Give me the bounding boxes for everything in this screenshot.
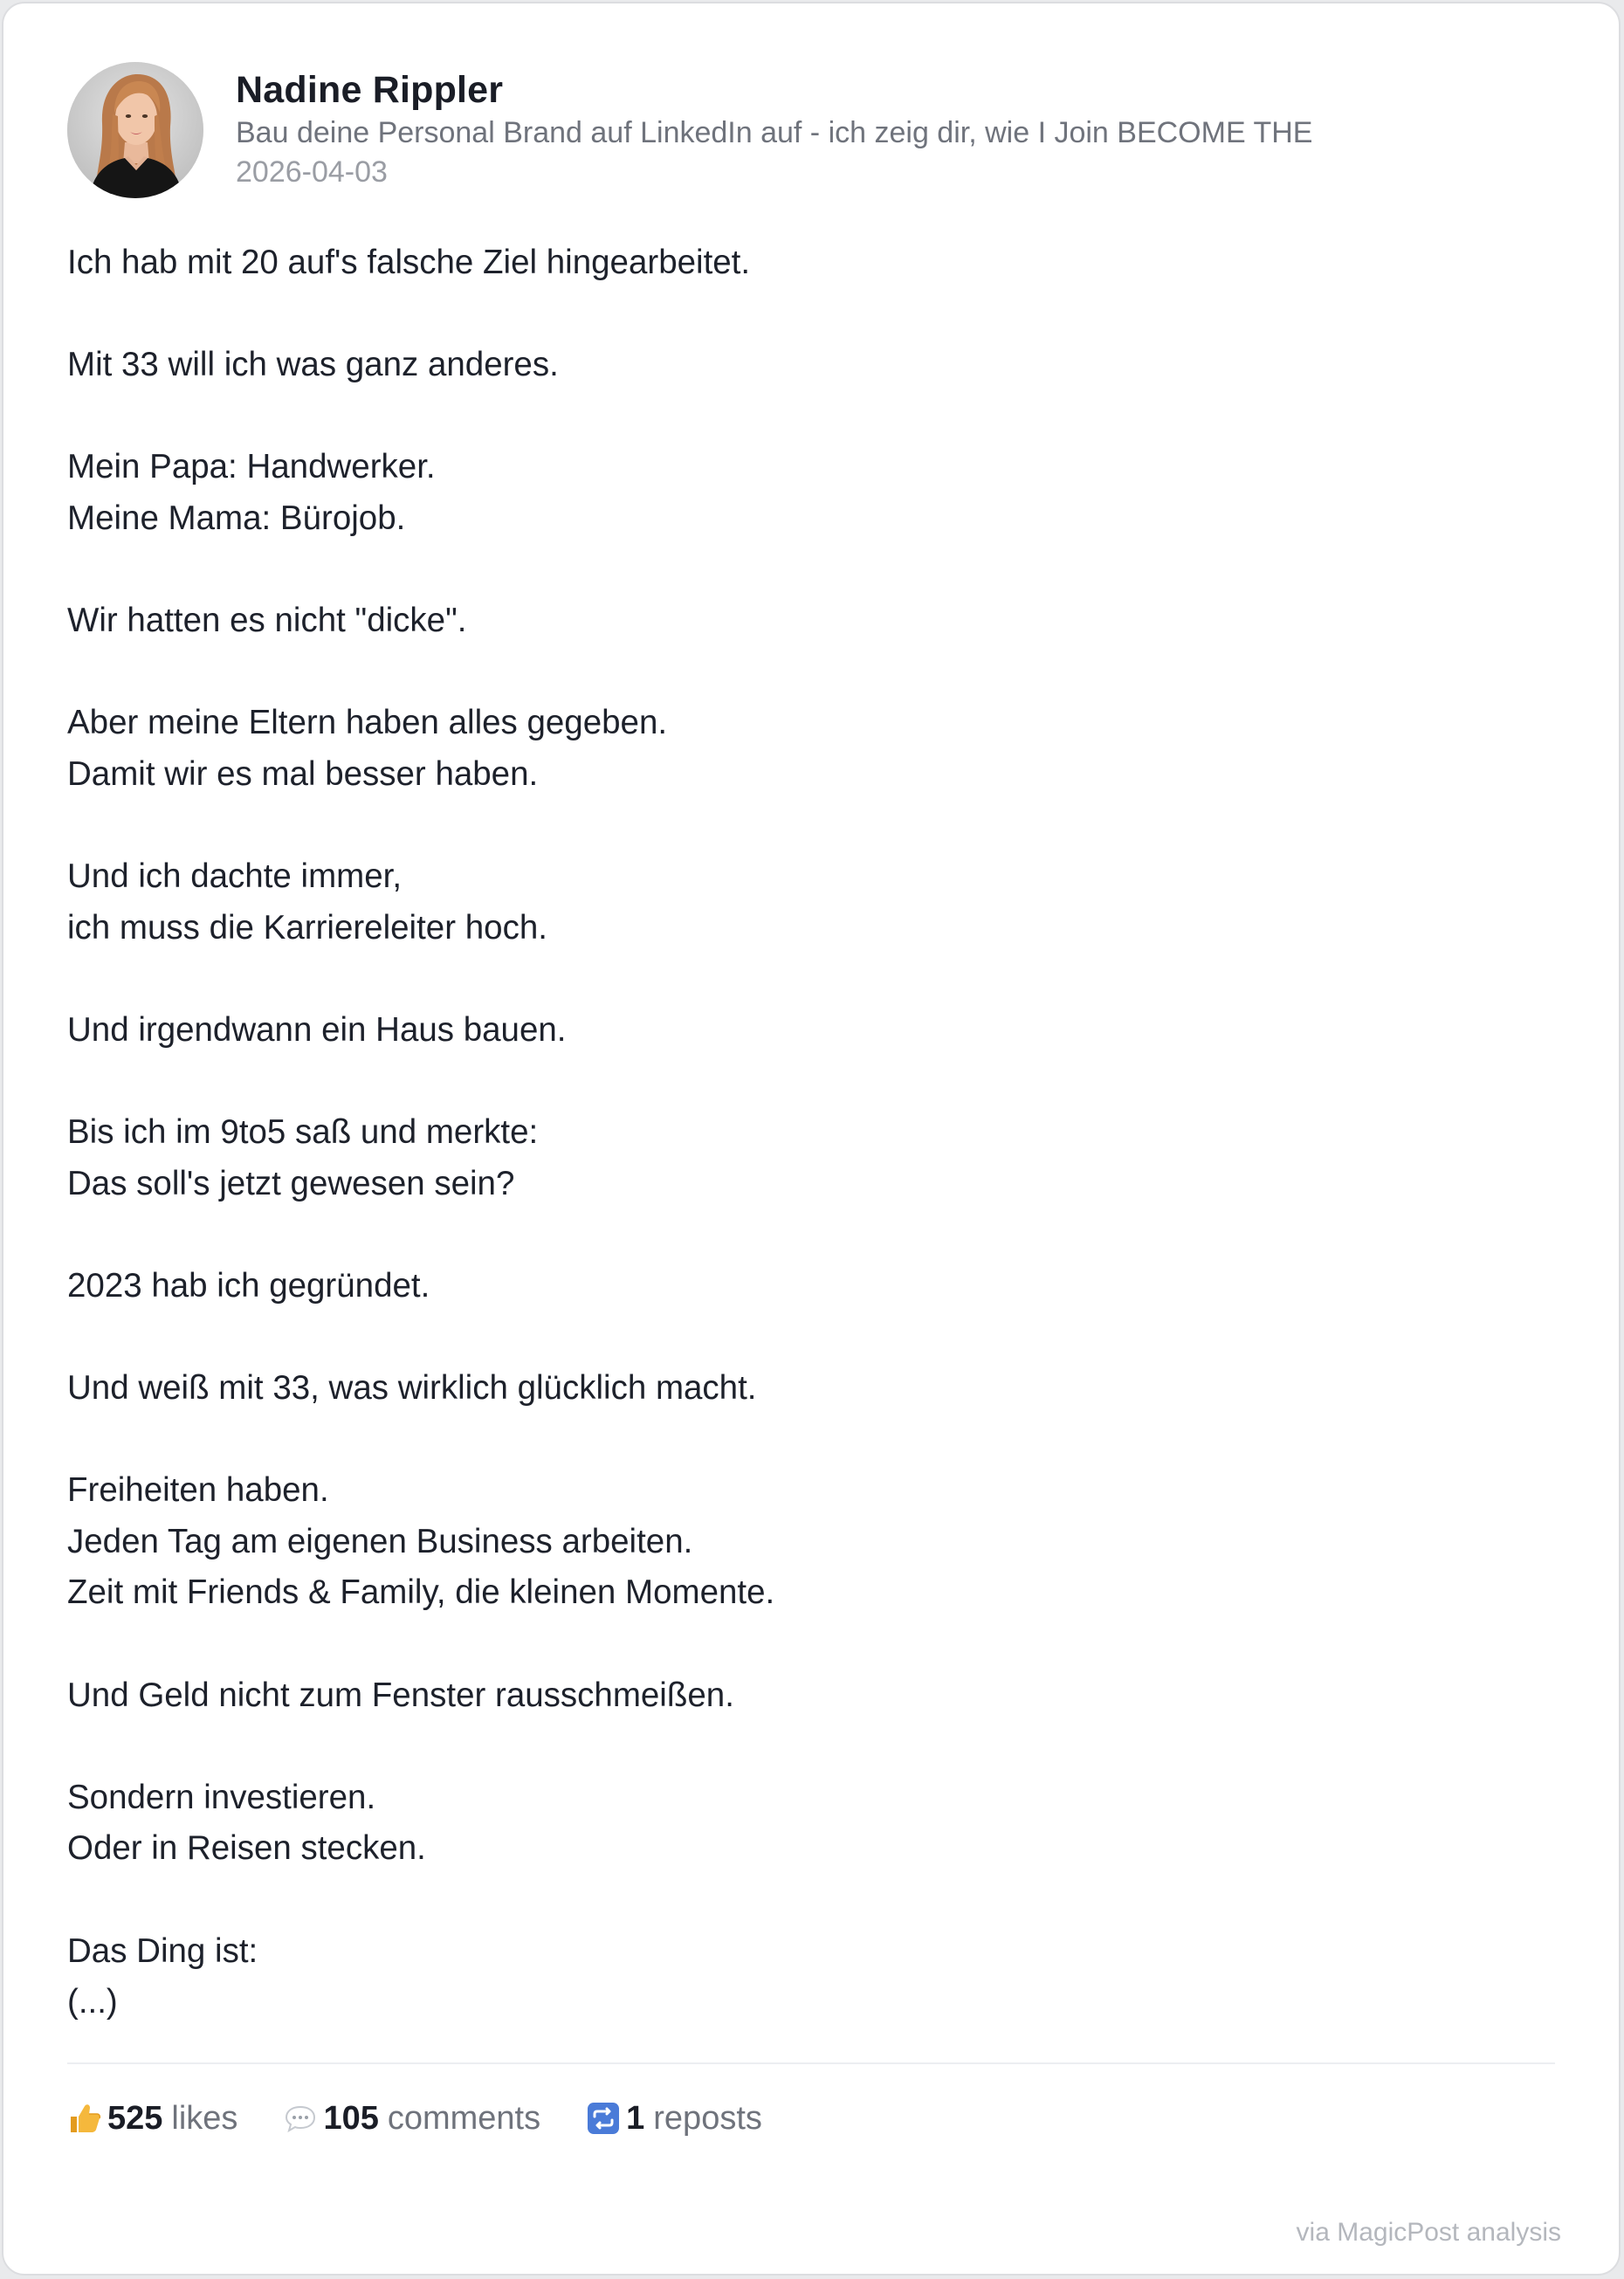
post-body-line: Meine Mama: Bürojob. — [67, 499, 406, 537]
post-body-line: Wir hatten es nicht "dicke". — [67, 602, 467, 640]
post-body-blank-line — [67, 801, 1555, 852]
author-info — [236, 67, 1555, 191]
post-date: 2026-04-03 — [236, 155, 388, 189]
attribution-footer: via MagicPost analysis — [1296, 2218, 1561, 2247]
post-body-blank-line — [67, 1209, 1555, 1261]
repost-icon — [586, 2101, 621, 2136]
post-body-line: Jeden Tag am eigenen Business arbeiten. — [67, 1522, 693, 1560]
comments-count: 105 — [323, 2099, 379, 2137]
post-body-blank-line — [67, 1057, 1555, 1108]
post-body-line: ich muss die Karriereleiter hoch. — [67, 908, 547, 947]
likes-stat[interactable] — [67, 2100, 237, 2138]
speech-bubble-icon — [283, 2101, 318, 2136]
reposts-label: reposts — [653, 2099, 762, 2137]
post-body-blank-line — [67, 954, 1555, 1005]
post-body — [67, 238, 1555, 2028]
post-body-line: Damit wir es mal besser haben. — [67, 754, 539, 793]
author-headline: Bau deine Personal Brand auf LinkedIn auf - ich zeig dir, wie I Join BECOME THE — [236, 116, 1313, 149]
post-stats — [67, 2094, 762, 2143]
post-body-line: Das Ding ist: — [67, 1931, 258, 1970]
post-body-line: Aber meine Eltern haben alles gegeben. — [67, 704, 668, 742]
post-body-blank-line — [67, 1875, 1555, 1926]
post-body-line: Mein Papa: Handwerker. — [67, 448, 436, 486]
post-card — [2, 2, 1621, 2276]
post-header — [67, 62, 1555, 202]
post-body-blank-line — [67, 545, 1555, 596]
stats-divider — [67, 2062, 1555, 2064]
reposts-stat[interactable] — [586, 2100, 762, 2138]
comments-stat[interactable] — [283, 2100, 540, 2138]
author-avatar[interactable] — [67, 62, 203, 198]
reposts-count: 1 — [626, 2099, 645, 2137]
likes-count: 525 — [107, 2099, 163, 2137]
post-body-line: Bis ich im 9to5 saß und merkte: — [67, 1113, 539, 1152]
post-body-blank-line — [67, 391, 1555, 443]
author-name[interactable]: Nadine Rippler — [236, 69, 504, 111]
post-body-line: Und irgendwann ein Haus bauen. — [67, 1010, 567, 1049]
post-body-line: Oder in Reisen stecken. — [67, 1829, 426, 1868]
post-body-line: Zeit mit Friends & Family, die kleinen Momente. — [67, 1573, 775, 1612]
post-body-line: Sondern investieren. — [67, 1778, 376, 1816]
post-body-line: Und weiß mit 33, was wirklich glücklich macht. — [67, 1369, 757, 1408]
post-body-line: Und ich dachte immer, — [67, 857, 403, 896]
comments-label: comments — [387, 2099, 541, 2137]
post-body-blank-line — [67, 1312, 1555, 1363]
likes-label: likes — [171, 2099, 238, 2137]
post-body-line: Freiheiten haben. — [67, 1471, 329, 1510]
post-body-line: Mit 33 will ich was ganz anderes. — [67, 346, 559, 384]
post-body-blank-line — [67, 1721, 1555, 1773]
avatar-portrait-icon — [67, 62, 203, 198]
post-body-line: (...) — [67, 1983, 118, 2021]
post-body-blank-line — [67, 1415, 1555, 1466]
post-body-line: Das soll's jetzt gewesen sein? — [67, 1164, 515, 1202]
post-body-blank-line — [67, 1619, 1555, 1670]
post-body-line: Und Geld nicht zum Fenster rausschmeißen. — [67, 1676, 734, 1714]
post-body-line: 2023 hab ich gegründet. — [67, 1266, 430, 1305]
post-body-blank-line — [67, 647, 1555, 699]
post-body-blank-line — [67, 289, 1555, 341]
thumbs-up-icon — [67, 2101, 102, 2136]
post-body-line: Ich hab mit 20 auf's falsche Ziel hingearbeitet. — [67, 244, 751, 281]
